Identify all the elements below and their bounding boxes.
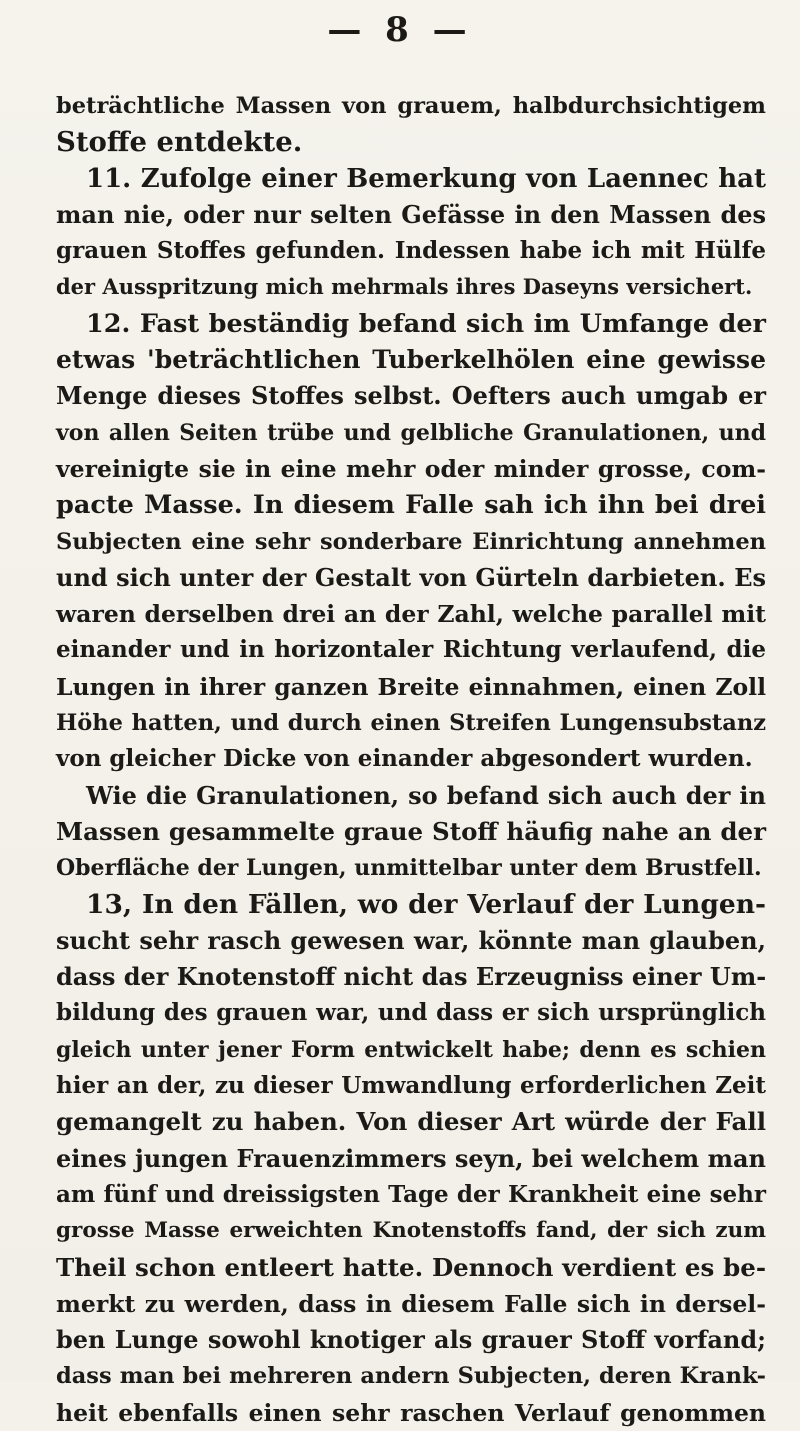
- text-line: eines jungen Frauenzimmers seyn, bei welchem man: [56, 1143, 766, 1173]
- text-line: Theil schon entleert hatte. Dennoch verdient es be-: [56, 1252, 766, 1282]
- paragraph-start-line: Wie die Granulationen, so befand sich auch der in: [86, 780, 766, 810]
- text-line: Stoffe entdekte.: [56, 126, 303, 159]
- paragraph-start-line: 12. Fast beständig befand sich im Umfange der: [86, 308, 766, 339]
- text-line: hier an der, zu dieser Umwandlung erforderlichen Zeit: [56, 1072, 766, 1100]
- paragraph-start-line: 11. Zufolge einer Bemerkung von Laennec hat: [86, 163, 766, 194]
- text-line: merkt zu werden, dass in diesem Falle sich in dersel-: [56, 1289, 766, 1318]
- page-number-header: — 8 —: [327, 10, 473, 50]
- text-line: und sich unter der Gestalt von Gürteln darbieten. Es: [56, 562, 766, 592]
- text-line: dass der Knotenstoff nicht das Erzeugniss einer Um-: [56, 962, 767, 992]
- text-line: beträchtliche Massen von grauem, halbdurchsichtigem: [56, 93, 766, 119]
- text-line: gemangelt zu haben. Von dieser Art würde der Fall: [56, 1107, 766, 1137]
- text-line: Höhe hatten, und durch einen Streifen Lungensubstanz: [56, 710, 766, 737]
- text-line: von gleicher Dicke von einander abgesondert wurden.: [56, 745, 753, 773]
- text-line: bildung des grauen war, und dass er sich ursprünglich: [56, 999, 766, 1027]
- text-line: heit ebenfalls einen sehr raschen Verlauf genommen: [56, 1398, 766, 1427]
- text-line: am fünf und dreissigsten Tage der Krankheit eine sehr: [56, 1180, 766, 1208]
- text-line: Subjecten eine sehr sonderbare Einrichtung annehmen: [56, 528, 766, 555]
- page-body-text: [56, 88, 766, 1431]
- paragraph-start-line: 13, In den Fällen, wo der Verlauf der Lungen-: [86, 888, 766, 920]
- text-line: waren derselben drei an der Zahl, welche parallel mit: [56, 600, 766, 629]
- text-line: grosse Masse erweichten Knotenstoffs fand, der sich zum: [56, 1218, 766, 1244]
- text-line: Menge dieses Stoffes selbst. Oefters auch umgab er: [56, 381, 766, 411]
- text-line: pacte Masse. In diesem Falle sah ich ihn bei drei: [56, 490, 766, 521]
- text-line: vereinigte sie in eine mehr oder minder grosse, com-: [56, 454, 766, 483]
- text-line: etwas 'beträchtlichen Tuberkelhölen eine gewisse: [56, 345, 766, 375]
- text-line: gleich unter jener Form entwickelt habe; denn es schien: [56, 1036, 766, 1063]
- text-line: grauen Stoffes gefunden. Indessen habe ich mit Hülfe: [56, 237, 766, 265]
- text-line: sucht sehr rasch gewesen war, könnte man glauben,: [56, 925, 766, 955]
- text-line: Oberfläche der Lungen, unmittelbar unter dem Brustfell.: [56, 855, 762, 882]
- text-line: Lungen in ihrer ganzen Breite einnahmen, einen Zoll: [56, 672, 766, 701]
- text-line: dass man bei mehreren andern Subjecten, deren Krank-: [56, 1363, 766, 1390]
- text-line: man nie, oder nur selten Gefässe in den Massen des: [56, 199, 766, 229]
- text-line: von allen Seiten trübe und gelbliche Granulationen, und: [56, 419, 766, 446]
- text-line: Massen gesammelte graue Stoff häufig nahe an der: [56, 816, 766, 846]
- text-line: ben Lunge sowohl knotiger als grauer Stoff vorfand;: [56, 1325, 766, 1355]
- text-line: der Ausspritzung mich mehrmals ihres Daseyns versichert.: [56, 274, 753, 300]
- text-line: einander und in horizontaler Richtung verlaufend, die: [56, 636, 766, 664]
